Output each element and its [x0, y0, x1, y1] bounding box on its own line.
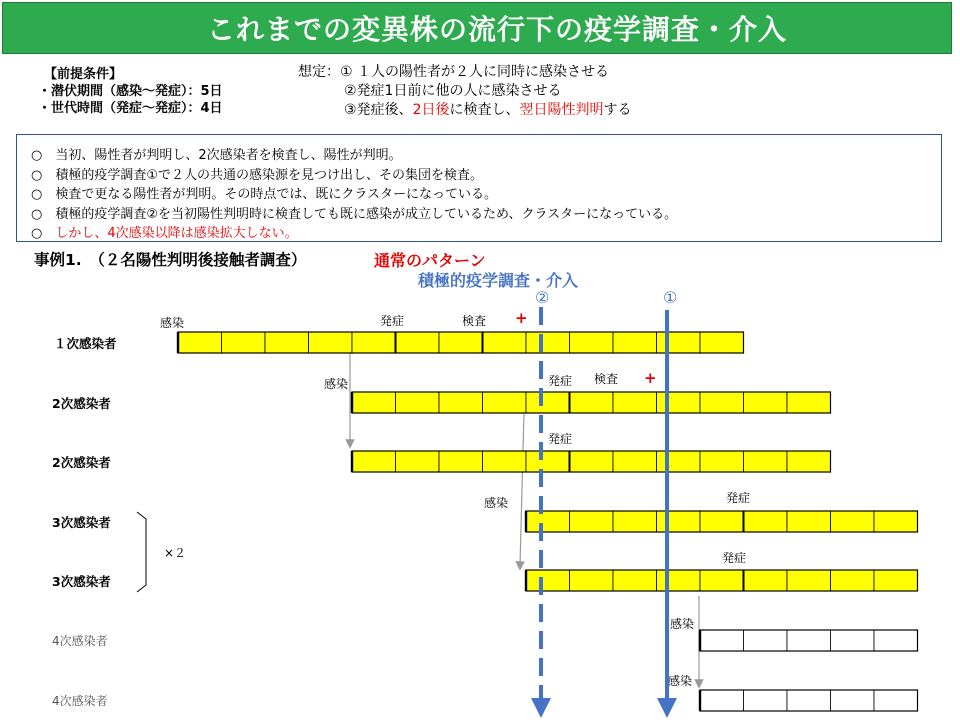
timeline-cell: [526, 451, 570, 472]
label-infection-row7: 感染: [668, 674, 693, 688]
assumption-two-days: 2日後: [412, 102, 450, 118]
timeline-cell: [831, 570, 875, 591]
timeline-cell: [744, 392, 788, 413]
timeline-cell: [787, 392, 831, 413]
timeline-cell: [396, 392, 440, 413]
timeline-cell: [265, 332, 309, 353]
timeline-cell: [570, 511, 614, 532]
timeline-cell: [526, 570, 570, 591]
timeline-cell: [570, 570, 614, 591]
timeline-cell: [787, 630, 831, 651]
timeline-cell: [700, 332, 744, 353]
rows-layer: [178, 332, 918, 711]
premise-heading: 【前提条件】: [44, 67, 123, 82]
row-label-1: １次感染者: [54, 336, 117, 351]
timeline-cell: [613, 332, 657, 353]
timeline-cell: [874, 630, 918, 651]
summary-line-1: ○ 当初、陽性者が判明し、2次感染者を検査し、陽性が判明。: [31, 148, 402, 163]
summary-line-5-red: しかし、4次感染以降は感染拡大しない。: [55, 226, 298, 241]
bracket: [137, 512, 146, 592]
timeline-cell: [483, 451, 527, 472]
premise-incubation: ・潜伏期間（感染～発症）：5日: [38, 84, 223, 99]
timeline-cell: [396, 451, 440, 472]
times-two-note: ×２: [164, 546, 187, 560]
assumption-line-3-b: に検査し、: [449, 102, 520, 118]
timeline-cell: [787, 451, 831, 472]
intervention-arrow-2-head: [531, 698, 551, 718]
row-label-4: 3次感染者: [52, 515, 111, 530]
timeline-cell: [483, 392, 527, 413]
summary-line-4: ○ 積極的疫学調査②を当初陽性判明時に検査しても既に感染が成立しているため、クラスターになっている。: [31, 206, 678, 222]
timeline-cell: [309, 332, 353, 353]
summary-line-2: ○ 積極的疫学調査①で２人の共通の感染源を見つけ出し、その集団を検査。: [31, 167, 483, 183]
timeline-cell: [613, 392, 657, 413]
timeline-cell: [570, 392, 614, 413]
timeline-cell: [439, 392, 483, 413]
timeline-cell: [744, 451, 788, 472]
label-onset-row2: 発症: [548, 374, 573, 388]
timeline-cell: [744, 570, 788, 591]
assumption-line-3-c: する: [603, 102, 632, 118]
timeline-cell: [483, 332, 527, 353]
timeline-cell: [439, 332, 483, 353]
timeline-cell: [657, 332, 701, 353]
summary-line-3: ○ 検査で更なる陽性者が判明。その時点では、既にクラスターになっている。: [31, 187, 497, 202]
timeline-cell: [222, 332, 266, 353]
timeline-cell: [700, 690, 744, 711]
assumption-line-3-a: ③発症後、: [344, 102, 413, 118]
label-test-row1: 検査: [462, 314, 487, 328]
timeline-cell: [352, 451, 396, 472]
label-onset-row5: 発症: [722, 551, 747, 565]
timeline-cell: [874, 690, 918, 711]
timeline-cell: [613, 570, 657, 591]
timeline-cell: [613, 511, 657, 532]
timeline-cell: [526, 332, 570, 353]
label-onset-row1: 発症: [380, 314, 405, 328]
row-label-6: 4次感染者: [52, 634, 108, 648]
timeline-cell: [787, 690, 831, 711]
timeline-cell: [831, 630, 875, 651]
timeline-cell: [396, 332, 440, 353]
timeline-cell: [352, 332, 396, 353]
timeline-cell: [744, 511, 788, 532]
timeline-cell: [700, 451, 744, 472]
timeline-cell: [874, 570, 918, 591]
assumption-line-2: ②発症1日前に他の人に感染させる: [344, 83, 562, 99]
timeline-cell: [700, 630, 744, 651]
case-pattern: 通常のパターン: [374, 251, 486, 270]
label-positive-row2: +: [644, 369, 657, 387]
timeline-cell: [178, 332, 222, 353]
row-label-2: 2次感染者: [52, 396, 111, 411]
intervention-arrow-1-head: [657, 698, 677, 718]
timeline-cell: [526, 392, 570, 413]
page-title: これまでの変異株の流行下の疫学調査・介入: [206, 13, 787, 46]
timeline-cell: [657, 511, 701, 532]
case-intervention: 積極的疫学調査・介入: [418, 271, 579, 290]
label-infection-row4: 感染: [484, 496, 509, 510]
timeline-cell: [831, 690, 875, 711]
case-title: 事例1. （２名陽性判明後接触者調査）: [34, 251, 307, 269]
infection-arrow-2: [520, 412, 524, 566]
timeline-cell: [874, 511, 918, 532]
timeline-cell: [352, 392, 396, 413]
timeline-cell: [744, 630, 788, 651]
label-onset-row3: 発症: [548, 432, 573, 446]
timeline-cell: [657, 451, 701, 472]
row-label-5: 3次感染者: [52, 574, 111, 589]
marker-1: ①: [663, 288, 678, 307]
summary-line-5-prefix: ○: [31, 226, 56, 241]
timeline-cell: [700, 570, 744, 591]
assumption-line-1: 想定：① １人の陽性者が２人に同時に感染させる: [298, 64, 609, 80]
timeline-cell: [787, 570, 831, 591]
label-test-row2: 検査: [594, 372, 619, 386]
marker-2: ②: [535, 288, 550, 307]
timeline-cell: [831, 511, 875, 532]
label-infection-row6: 感染: [670, 617, 695, 631]
row-label-7: 4次感染者: [52, 694, 108, 708]
premise-generation: ・世代時間（発症～発症）：4日: [38, 101, 223, 116]
timeline-cell: [613, 451, 657, 472]
timeline-cell: [526, 511, 570, 532]
timeline-cell: [657, 392, 701, 413]
timeline-cell: [787, 511, 831, 532]
timeline-cell: [570, 451, 614, 472]
timeline-cell: [700, 392, 744, 413]
timeline-cell: [570, 332, 614, 353]
timeline-cell: [744, 690, 788, 711]
label-infection-row2: 感染: [324, 377, 349, 391]
label-positive-row1: +: [515, 309, 528, 327]
assumption-next-day: 翌日陽性判明: [519, 102, 604, 118]
row-label-3: 2次感染者: [52, 455, 111, 470]
label-infection-row1: 感染: [160, 316, 185, 330]
timeline-cell: [700, 511, 744, 532]
timeline-cell: [439, 451, 483, 472]
label-onset-row4: 発症: [726, 491, 751, 505]
timeline-cell: [657, 570, 701, 591]
